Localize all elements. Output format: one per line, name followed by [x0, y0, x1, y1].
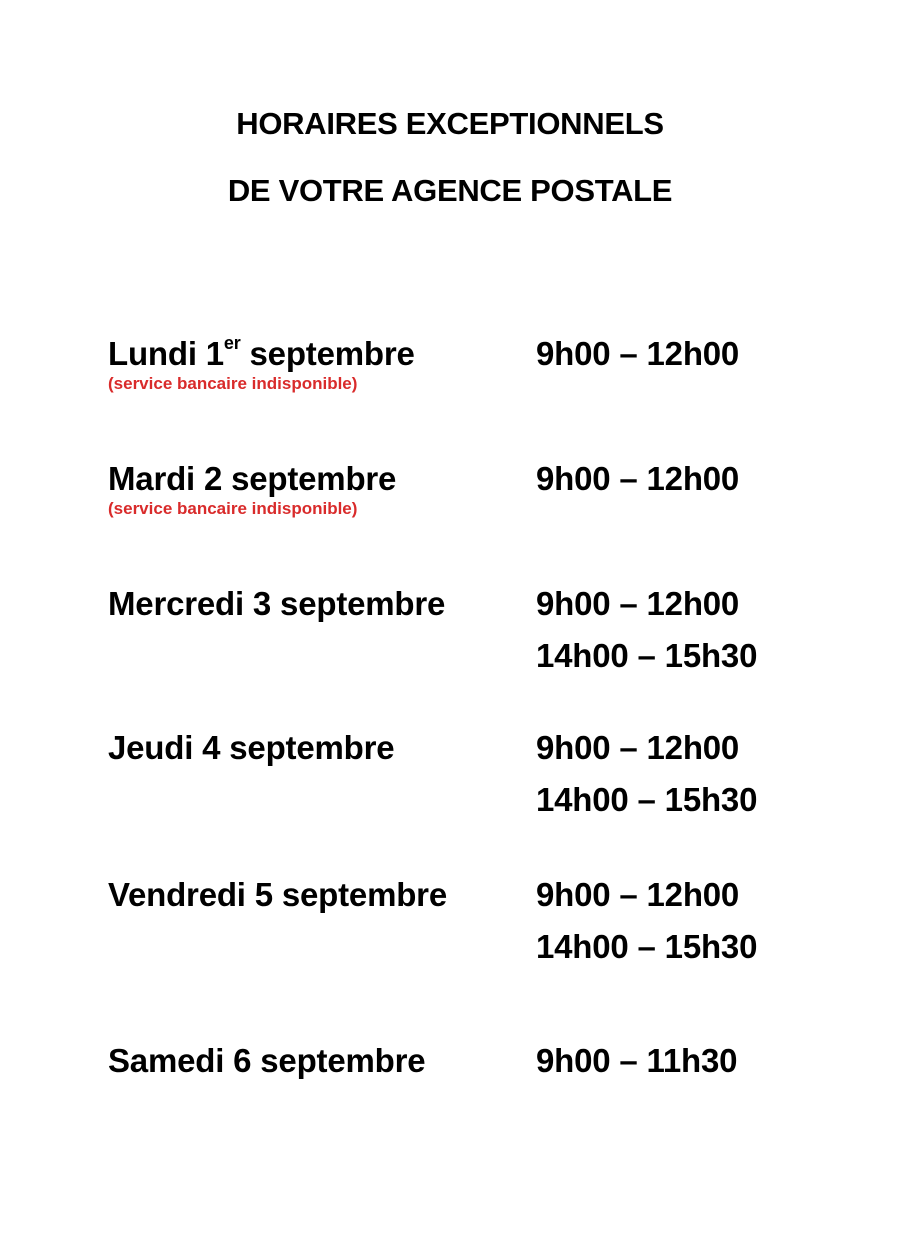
page-title-line-2: DE VOTRE AGENCE POSTALE: [227, 173, 673, 208]
day-label-prefix: Lundi 1: [108, 335, 224, 372]
time-slots: [536, 728, 757, 824]
time-slot: 9h00 – 12h00: [536, 460, 740, 497]
day-label-superscript: er: [223, 333, 241, 353]
time-slot: 9h00 – 11h30: [536, 1042, 738, 1079]
day-label: Vendredi 5 septembre: [108, 876, 447, 913]
time-slot: 14h00 – 15h30: [536, 637, 758, 674]
day-label: Mercredi 3 septembre: [108, 585, 446, 622]
day-label-suffix: septembre: [240, 335, 415, 372]
day-label: Mardi 2 septembre: [108, 460, 397, 497]
time-slot: 9h00 – 12h00: [536, 876, 740, 913]
time-slots: [536, 584, 757, 680]
service-note: (service bancaire indisponible): [108, 499, 358, 518]
time-slots: [536, 875, 757, 971]
time-slots: [536, 459, 739, 507]
time-slots: [536, 1041, 737, 1089]
time-slots: [536, 334, 739, 382]
day-label: [108, 334, 415, 374]
page-title-line-1: HORAIRES EXCEPTIONNELS: [236, 106, 664, 141]
service-note: (service bancaire indisponible): [108, 374, 358, 393]
time-slot: 9h00 – 12h00: [536, 729, 740, 766]
time-slot: 9h00 – 12h00: [536, 335, 740, 372]
time-slot: 14h00 – 15h30: [536, 781, 758, 818]
day-label: Samedi 6 septembre: [108, 1042, 426, 1079]
day-label: Jeudi 4 septembre: [108, 729, 395, 766]
time-slot: 9h00 – 12h00: [536, 585, 740, 622]
time-slot: 14h00 – 15h30: [536, 928, 758, 965]
